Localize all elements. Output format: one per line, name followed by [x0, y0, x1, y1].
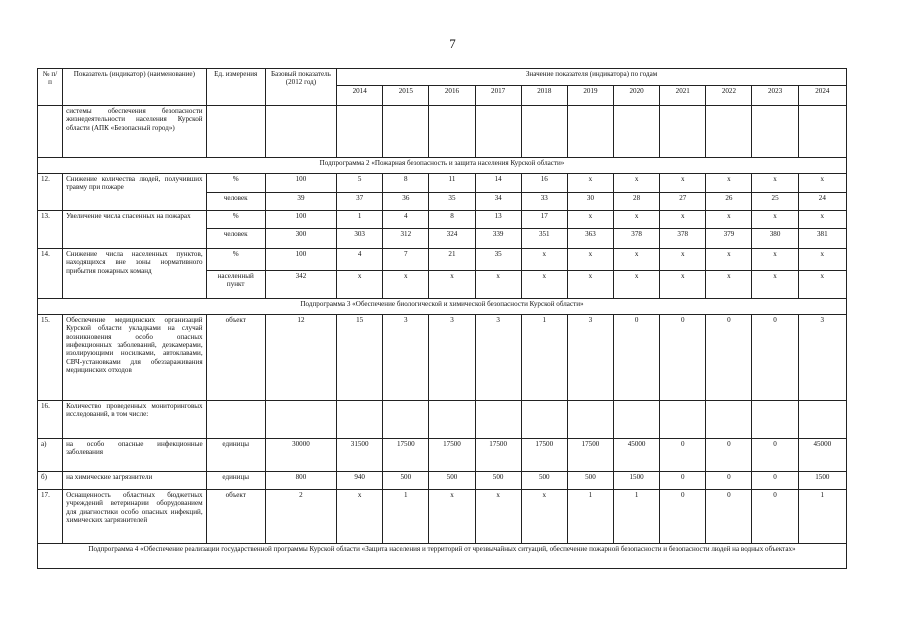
value-cell: x	[660, 174, 706, 193]
value-cell: x	[798, 211, 846, 229]
value-cell: 45000	[798, 439, 846, 472]
base-cell: 2	[265, 490, 336, 544]
value-cell: 379	[706, 229, 752, 249]
value-cell: x	[383, 271, 429, 299]
value-cell: 30	[567, 193, 613, 211]
value-cell: 378	[660, 229, 706, 249]
value-cell: x	[798, 174, 846, 193]
table-row	[38, 211, 847, 229]
value-cell: x	[475, 490, 521, 544]
value-cell: 1	[567, 490, 613, 544]
table-row	[38, 106, 847, 158]
value-cell: x	[614, 211, 660, 229]
unit-cell: человек	[206, 229, 265, 249]
value-cell: x	[567, 271, 613, 299]
value-cell: 0	[660, 490, 706, 544]
subprogram-heading: Подпрограмма 3 «Обеспечение биологической и химической безопасности Курской области»	[38, 299, 847, 315]
value-cell: 28	[614, 193, 660, 211]
value-cell: 1500	[798, 472, 846, 490]
value-cell: 1	[521, 315, 567, 401]
unit-cell: %	[206, 249, 265, 271]
value-cell: x	[614, 271, 660, 299]
year-header: 2014	[337, 86, 383, 106]
indicator-cell: системы обеспечения безопасности жизнедеятельности населения Курской области (АПК «Безопасный город»)	[63, 106, 207, 158]
year-header: 2024	[798, 86, 846, 106]
value-cell: 17500	[521, 439, 567, 472]
row-number: 16.	[38, 401, 63, 439]
indicator-cell: Обеспечение медицинских организаций Курской области укладками на случай возникновения особо опасных инфекционных заболеваний, дезкамерами, изолирующими носилками, автоклавами, СВЧ-установками для обеззараживания медицинских отходов	[63, 315, 207, 401]
value-cell: 0	[752, 439, 798, 472]
value-cell: 0	[706, 472, 752, 490]
value-cell: x	[521, 490, 567, 544]
year-header: 2015	[383, 86, 429, 106]
base-cell: 342	[265, 271, 336, 299]
value-cell: 1500	[614, 472, 660, 490]
value-cell: x	[429, 271, 475, 299]
value-cell: x	[706, 249, 752, 271]
table-row	[38, 472, 847, 490]
value-cell: x	[429, 490, 475, 544]
table-row	[38, 401, 847, 439]
value-cell: x	[567, 211, 613, 229]
year-header: 2016	[429, 86, 475, 106]
value-cell: 17500	[383, 439, 429, 472]
unit-cell: %	[206, 174, 265, 193]
value-cell: 33	[521, 193, 567, 211]
row-number: 15.	[38, 315, 63, 401]
value-cell: 0	[752, 490, 798, 544]
value-cell: 0	[660, 439, 706, 472]
value-cell: 0	[660, 315, 706, 401]
year-header: 2018	[521, 86, 567, 106]
value-cell: 4	[337, 249, 383, 271]
base-cell: 39	[265, 193, 336, 211]
base-cell: 300	[265, 229, 336, 249]
value-cell: 363	[567, 229, 613, 249]
value-cell: 5	[337, 174, 383, 193]
value-cell: x	[475, 271, 521, 299]
value-cell: 3	[798, 315, 846, 401]
value-cell: 1	[337, 211, 383, 229]
value-cell: 324	[429, 229, 475, 249]
indicator-cell: Оснащенность областных бюджетных учреждений ветеринарии оборудованием для диагностики особо опасных инфекций, химических загрязнителей	[63, 490, 207, 544]
header-base: Базовый показатель (2012 год)	[265, 69, 336, 106]
base-cell: 12	[265, 315, 336, 401]
value-cell: 16	[521, 174, 567, 193]
year-header: 2022	[706, 86, 752, 106]
value-cell: 3	[383, 315, 429, 401]
table-row	[38, 490, 847, 544]
value-cell: 1	[614, 490, 660, 544]
value-cell: 381	[798, 229, 846, 249]
value-cell: x	[521, 271, 567, 299]
value-cell: 351	[521, 229, 567, 249]
year-header: 2020	[614, 86, 660, 106]
indicator-cell: Количество проведенных мониторинговых исследований, в том числе:	[63, 401, 207, 439]
value-cell: x	[660, 211, 706, 229]
value-cell: 13	[475, 211, 521, 229]
header-values-title: Значение показателя (индикатора) по годам	[337, 69, 847, 86]
subprogram-heading: Подпрограмма 4 «Обеспечение реализации государственной программы Курской области «Защита населения и территорий от чрезвычайных ситуаций, обеспечение пожарной безопасности и безопасности людей на водных объектах»	[38, 544, 847, 569]
page-number: 7	[449, 36, 456, 51]
base-cell: 800	[265, 472, 336, 490]
value-cell: x	[567, 174, 613, 193]
value-cell: 1	[383, 490, 429, 544]
value-cell: 45000	[614, 439, 660, 472]
value-cell: 35	[429, 193, 475, 211]
value-cell: 31500	[337, 439, 383, 472]
value-cell: 24	[798, 193, 846, 211]
value-cell: 378	[614, 229, 660, 249]
year-header: 2021	[660, 86, 706, 106]
value-cell: x	[614, 249, 660, 271]
table-row	[38, 315, 847, 401]
value-cell: x	[337, 271, 383, 299]
value-cell: 500	[383, 472, 429, 490]
value-cell: x	[521, 249, 567, 271]
subprogram-heading: Подпрограмма 2 «Пожарная безопасность и защита населения Курской области»	[38, 158, 847, 174]
value-cell: 37	[337, 193, 383, 211]
value-cell: 500	[567, 472, 613, 490]
value-cell: x	[567, 249, 613, 271]
value-cell: x	[752, 174, 798, 193]
indicator-cell: Увеличение числа спасенных на пожарах	[63, 211, 207, 249]
value-cell: 26	[706, 193, 752, 211]
year-header: 2023	[752, 86, 798, 106]
value-cell: 339	[475, 229, 521, 249]
value-cell: x	[798, 249, 846, 271]
value-cell: x	[752, 211, 798, 229]
value-cell: 15	[337, 315, 383, 401]
value-cell: 303	[337, 229, 383, 249]
unit-cell: единицы	[206, 439, 265, 472]
value-cell: 25	[752, 193, 798, 211]
indicator-cell: Снижение числа населенных пунктов, находящихся вне зоны нормативного прибытия пожарных команд	[63, 249, 207, 299]
value-cell: 0	[706, 439, 752, 472]
value-cell: 3	[429, 315, 475, 401]
row-number: 13.	[38, 211, 63, 249]
value-cell: 0	[614, 315, 660, 401]
table-row	[38, 249, 847, 271]
value-cell: 21	[429, 249, 475, 271]
value-cell: x	[706, 271, 752, 299]
value-cell: 0	[706, 315, 752, 401]
value-cell: x	[798, 271, 846, 299]
value-cell: 17	[521, 211, 567, 229]
value-cell: 500	[521, 472, 567, 490]
row-number: 14.	[38, 249, 63, 299]
value-cell: 17500	[475, 439, 521, 472]
unit-cell: объект	[206, 490, 265, 544]
value-cell: 1	[798, 490, 846, 544]
value-cell: 380	[752, 229, 798, 249]
value-cell: x	[614, 174, 660, 193]
base-cell: 100	[265, 174, 336, 193]
indicator-cell: Снижение количества людей, получивших травму при пожаре	[63, 174, 207, 211]
indicator-cell: на особо опасные инфекционные заболевания	[63, 439, 207, 472]
value-cell: 27	[660, 193, 706, 211]
indicators-table	[37, 68, 847, 569]
row-number: 17.	[38, 490, 63, 544]
value-cell: 4	[383, 211, 429, 229]
value-cell: 14	[475, 174, 521, 193]
table-row	[38, 439, 847, 472]
value-cell: 0	[752, 315, 798, 401]
row-number: б)	[38, 472, 63, 490]
value-cell: 8	[383, 174, 429, 193]
value-cell: 312	[383, 229, 429, 249]
unit-cell: населенный пункт	[206, 271, 265, 299]
year-header: 2019	[567, 86, 613, 106]
unit-cell: объект	[206, 315, 265, 401]
value-cell: x	[706, 211, 752, 229]
row-number: 12.	[38, 174, 63, 211]
header-num: № п/п	[38, 69, 63, 106]
base-cell: 30000	[265, 439, 336, 472]
value-cell: x	[752, 249, 798, 271]
row-number: а)	[38, 439, 63, 472]
value-cell: 35	[475, 249, 521, 271]
value-cell: x	[660, 271, 706, 299]
unit-cell: единицы	[206, 472, 265, 490]
value-cell: 17500	[429, 439, 475, 472]
value-cell: x	[706, 174, 752, 193]
table-row	[38, 174, 847, 193]
base-cell: 100	[265, 249, 336, 271]
value-cell: 500	[475, 472, 521, 490]
value-cell: 7	[383, 249, 429, 271]
value-cell: x	[337, 490, 383, 544]
header-unit: Ед. измерения	[206, 69, 265, 106]
year-header: 2017	[475, 86, 521, 106]
value-cell: 34	[475, 193, 521, 211]
value-cell: 3	[567, 315, 613, 401]
value-cell: 500	[429, 472, 475, 490]
value-cell: 3	[475, 315, 521, 401]
unit-cell: %	[206, 211, 265, 229]
value-cell: 17500	[567, 439, 613, 472]
header-indicator: Показатель (индикатор) (наименование)	[63, 69, 207, 106]
unit-cell: человек	[206, 193, 265, 211]
value-cell: 36	[383, 193, 429, 211]
base-cell: 100	[265, 211, 336, 229]
value-cell: 0	[752, 472, 798, 490]
indicator-cell: на химические загрязнители	[63, 472, 207, 490]
value-cell: 0	[706, 490, 752, 544]
value-cell: x	[752, 271, 798, 299]
value-cell: x	[660, 249, 706, 271]
value-cell: 940	[337, 472, 383, 490]
value-cell: 11	[429, 174, 475, 193]
value-cell: 8	[429, 211, 475, 229]
value-cell: 0	[660, 472, 706, 490]
